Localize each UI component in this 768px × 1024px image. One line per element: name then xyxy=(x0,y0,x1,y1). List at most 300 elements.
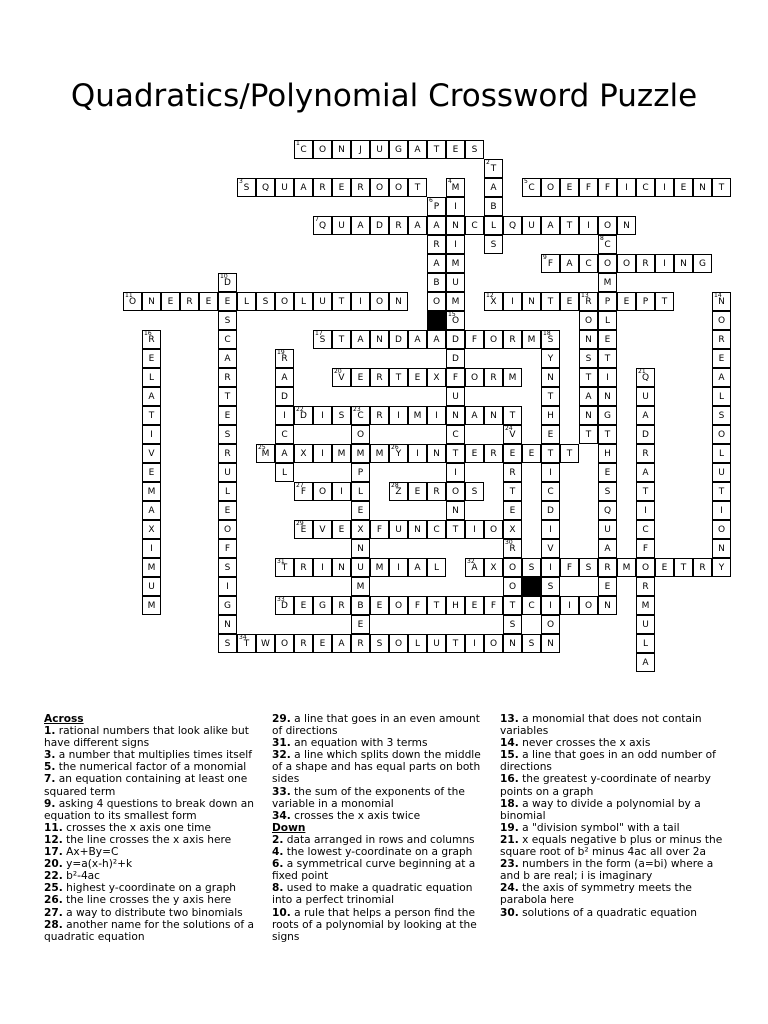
grid-cell[interactable] xyxy=(579,368,598,387)
grid-cell[interactable] xyxy=(275,387,294,406)
grid-cell[interactable] xyxy=(560,444,579,463)
grid-cell[interactable] xyxy=(389,634,408,653)
grid-cell[interactable] xyxy=(408,178,427,197)
grid-cell[interactable] xyxy=(712,387,731,406)
grid-cell[interactable] xyxy=(275,558,294,577)
grid-cell[interactable] xyxy=(218,577,237,596)
grid-cell[interactable] xyxy=(579,425,598,444)
grid-cell[interactable] xyxy=(313,482,332,501)
grid-cell[interactable] xyxy=(218,349,237,368)
grid-cell[interactable] xyxy=(598,406,617,425)
grid-cell[interactable] xyxy=(655,254,674,273)
grid-cell[interactable] xyxy=(484,235,503,254)
grid-cell[interactable] xyxy=(712,425,731,444)
grid-cell[interactable] xyxy=(522,558,541,577)
grid-cell[interactable] xyxy=(655,178,674,197)
grid-cell[interactable] xyxy=(579,178,598,197)
grid-cell[interactable] xyxy=(503,368,522,387)
grid-cell[interactable] xyxy=(560,596,579,615)
grid-cell[interactable] xyxy=(712,444,731,463)
grid-cell[interactable] xyxy=(351,292,370,311)
grid-cell[interactable] xyxy=(598,254,617,273)
grid-cell[interactable] xyxy=(313,140,332,159)
grid-cell[interactable] xyxy=(693,558,712,577)
grid-cell[interactable] xyxy=(275,444,294,463)
grid-cell[interactable] xyxy=(579,406,598,425)
grid-cell[interactable] xyxy=(484,406,503,425)
grid-cell[interactable] xyxy=(218,539,237,558)
grid-cell[interactable] xyxy=(541,254,560,273)
grid-cell[interactable] xyxy=(522,444,541,463)
grid-cell[interactable] xyxy=(446,311,465,330)
grid-cell[interactable] xyxy=(465,558,484,577)
grid-cell[interactable] xyxy=(218,330,237,349)
grid-cell[interactable] xyxy=(674,254,693,273)
grid-cell[interactable] xyxy=(541,387,560,406)
grid-cell[interactable] xyxy=(237,178,256,197)
grid-cell[interactable] xyxy=(598,501,617,520)
grid-cell[interactable] xyxy=(351,520,370,539)
grid-cell[interactable] xyxy=(142,330,161,349)
grid-cell[interactable] xyxy=(370,444,389,463)
grid-cell[interactable] xyxy=(522,292,541,311)
grid-cell[interactable] xyxy=(370,178,389,197)
grid-cell[interactable] xyxy=(218,558,237,577)
grid-cell[interactable] xyxy=(408,482,427,501)
grid-cell[interactable] xyxy=(408,368,427,387)
grid-cell[interactable] xyxy=(427,197,446,216)
grid-cell[interactable] xyxy=(370,596,389,615)
grid-cell[interactable] xyxy=(465,520,484,539)
grid-cell[interactable] xyxy=(275,425,294,444)
grid-cell[interactable] xyxy=(427,254,446,273)
grid-cell[interactable] xyxy=(218,273,237,292)
grid-cell[interactable] xyxy=(598,482,617,501)
grid-cell[interactable] xyxy=(446,368,465,387)
grid-cell[interactable] xyxy=(294,140,313,159)
grid-cell[interactable] xyxy=(598,235,617,254)
grid-cell[interactable] xyxy=(142,463,161,482)
grid-cell[interactable] xyxy=(598,444,617,463)
grid-cell[interactable] xyxy=(541,216,560,235)
grid-cell[interactable] xyxy=(484,444,503,463)
grid-cell[interactable] xyxy=(636,596,655,615)
grid-cell[interactable] xyxy=(275,596,294,615)
grid-cell[interactable] xyxy=(389,178,408,197)
grid-cell[interactable] xyxy=(579,558,598,577)
grid-cell[interactable] xyxy=(332,216,351,235)
grid-cell[interactable] xyxy=(541,634,560,653)
grid-cell[interactable] xyxy=(598,216,617,235)
grid-cell[interactable] xyxy=(446,387,465,406)
grid-cell[interactable] xyxy=(674,558,693,577)
grid-cell[interactable] xyxy=(636,254,655,273)
grid-cell[interactable] xyxy=(636,558,655,577)
grid-cell[interactable] xyxy=(522,596,541,615)
grid-cell[interactable] xyxy=(465,140,484,159)
grid-cell[interactable] xyxy=(465,368,484,387)
grid-cell[interactable] xyxy=(370,520,389,539)
grid-cell[interactable] xyxy=(484,520,503,539)
grid-cell[interactable] xyxy=(636,406,655,425)
grid-cell[interactable] xyxy=(142,501,161,520)
grid-cell[interactable] xyxy=(579,311,598,330)
grid-cell[interactable] xyxy=(332,596,351,615)
grid-cell[interactable] xyxy=(389,444,408,463)
grid-cell[interactable] xyxy=(370,140,389,159)
grid-cell[interactable] xyxy=(598,349,617,368)
grid-cell[interactable] xyxy=(598,292,617,311)
grid-cell[interactable] xyxy=(427,482,446,501)
grid-cell[interactable] xyxy=(389,406,408,425)
grid-cell[interactable] xyxy=(351,539,370,558)
grid-cell[interactable] xyxy=(503,216,522,235)
grid-cell[interactable] xyxy=(332,330,351,349)
grid-cell[interactable] xyxy=(427,216,446,235)
grid-cell[interactable] xyxy=(389,482,408,501)
grid-cell[interactable] xyxy=(294,520,313,539)
grid-cell[interactable] xyxy=(218,311,237,330)
grid-cell[interactable] xyxy=(294,482,313,501)
grid-cell[interactable] xyxy=(446,330,465,349)
grid-cell[interactable] xyxy=(237,292,256,311)
grid-cell[interactable] xyxy=(313,520,332,539)
grid-cell[interactable] xyxy=(275,368,294,387)
grid-cell[interactable] xyxy=(503,330,522,349)
grid-cell[interactable] xyxy=(541,501,560,520)
grid-cell[interactable] xyxy=(636,463,655,482)
grid-cell[interactable] xyxy=(484,596,503,615)
grid-cell[interactable] xyxy=(446,235,465,254)
grid-cell[interactable] xyxy=(674,178,693,197)
grid-cell[interactable] xyxy=(446,178,465,197)
grid-cell[interactable] xyxy=(484,330,503,349)
grid-cell[interactable] xyxy=(446,197,465,216)
grid-cell[interactable] xyxy=(541,425,560,444)
grid-cell[interactable] xyxy=(427,634,446,653)
grid-cell[interactable] xyxy=(522,330,541,349)
grid-cell[interactable] xyxy=(636,653,655,672)
grid-cell[interactable] xyxy=(712,539,731,558)
grid-cell[interactable] xyxy=(465,444,484,463)
grid-cell[interactable] xyxy=(693,178,712,197)
grid-cell[interactable] xyxy=(541,558,560,577)
grid-cell[interactable] xyxy=(598,425,617,444)
grid-cell[interactable] xyxy=(503,406,522,425)
grid-cell[interactable] xyxy=(218,482,237,501)
grid-cell[interactable] xyxy=(427,330,446,349)
grid-cell[interactable] xyxy=(408,330,427,349)
grid-cell[interactable] xyxy=(218,615,237,634)
grid-cell[interactable] xyxy=(598,558,617,577)
grid-cell[interactable] xyxy=(617,178,636,197)
grid-cell[interactable] xyxy=(408,596,427,615)
grid-cell[interactable] xyxy=(712,406,731,425)
grid-cell[interactable] xyxy=(332,558,351,577)
grid-cell[interactable] xyxy=(655,558,674,577)
grid-cell[interactable] xyxy=(408,634,427,653)
grid-cell[interactable] xyxy=(693,254,712,273)
grid-cell[interactable] xyxy=(712,178,731,197)
grid-cell[interactable] xyxy=(389,520,408,539)
grid-cell[interactable] xyxy=(351,615,370,634)
grid-cell[interactable] xyxy=(541,539,560,558)
grid-cell[interactable] xyxy=(351,501,370,520)
grid-cell[interactable] xyxy=(503,520,522,539)
grid-cell[interactable] xyxy=(541,596,560,615)
grid-cell[interactable] xyxy=(218,425,237,444)
grid-cell[interactable] xyxy=(313,596,332,615)
grid-cell[interactable] xyxy=(351,577,370,596)
grid-cell[interactable] xyxy=(541,406,560,425)
grid-cell[interactable] xyxy=(446,273,465,292)
grid-cell[interactable] xyxy=(446,425,465,444)
grid-cell[interactable] xyxy=(560,216,579,235)
grid-cell[interactable] xyxy=(541,444,560,463)
grid-cell[interactable] xyxy=(218,634,237,653)
grid-cell[interactable] xyxy=(560,292,579,311)
grid-cell[interactable] xyxy=(294,292,313,311)
grid-cell[interactable] xyxy=(636,368,655,387)
grid-cell[interactable] xyxy=(199,292,218,311)
grid-cell[interactable] xyxy=(142,482,161,501)
grid-cell[interactable] xyxy=(370,368,389,387)
grid-cell[interactable] xyxy=(275,406,294,425)
grid-cell[interactable] xyxy=(541,349,560,368)
grid-cell[interactable] xyxy=(294,558,313,577)
grid-cell[interactable] xyxy=(313,292,332,311)
grid-cell[interactable] xyxy=(275,349,294,368)
grid-cell[interactable] xyxy=(598,178,617,197)
grid-cell[interactable] xyxy=(712,349,731,368)
grid-cell[interactable] xyxy=(446,520,465,539)
grid-cell[interactable] xyxy=(465,482,484,501)
grid-cell[interactable] xyxy=(370,406,389,425)
grid-cell[interactable] xyxy=(427,558,446,577)
grid-cell[interactable] xyxy=(484,216,503,235)
grid-cell[interactable] xyxy=(351,425,370,444)
grid-cell[interactable] xyxy=(237,634,256,653)
grid-cell[interactable] xyxy=(313,558,332,577)
grid-cell[interactable] xyxy=(541,482,560,501)
grid-cell[interactable] xyxy=(446,482,465,501)
grid-cell[interactable] xyxy=(465,406,484,425)
grid-cell[interactable] xyxy=(332,444,351,463)
grid-cell[interactable] xyxy=(598,311,617,330)
grid-cell[interactable] xyxy=(351,463,370,482)
grid-cell[interactable] xyxy=(541,292,560,311)
grid-cell[interactable] xyxy=(294,406,313,425)
grid-cell[interactable] xyxy=(142,558,161,577)
grid-cell[interactable] xyxy=(636,501,655,520)
grid-cell[interactable] xyxy=(598,463,617,482)
grid-cell[interactable] xyxy=(389,292,408,311)
grid-cell[interactable] xyxy=(180,292,199,311)
grid-cell[interactable] xyxy=(332,178,351,197)
grid-cell[interactable] xyxy=(142,444,161,463)
grid-cell[interactable] xyxy=(332,520,351,539)
grid-cell[interactable] xyxy=(541,178,560,197)
grid-cell[interactable] xyxy=(712,368,731,387)
grid-cell[interactable] xyxy=(370,292,389,311)
grid-cell[interactable] xyxy=(218,292,237,311)
grid-cell[interactable] xyxy=(427,596,446,615)
grid-cell[interactable] xyxy=(636,520,655,539)
grid-cell[interactable] xyxy=(332,482,351,501)
grid-cell[interactable] xyxy=(712,501,731,520)
grid-cell[interactable] xyxy=(598,577,617,596)
grid-cell[interactable] xyxy=(712,330,731,349)
grid-cell[interactable] xyxy=(541,520,560,539)
grid-cell[interactable] xyxy=(503,501,522,520)
grid-cell[interactable] xyxy=(427,235,446,254)
grid-cell[interactable] xyxy=(446,634,465,653)
grid-cell[interactable] xyxy=(636,577,655,596)
grid-cell[interactable] xyxy=(370,558,389,577)
grid-cell[interactable] xyxy=(598,273,617,292)
grid-cell[interactable] xyxy=(427,273,446,292)
grid-cell[interactable] xyxy=(579,216,598,235)
grid-cell[interactable] xyxy=(579,349,598,368)
grid-cell[interactable] xyxy=(218,444,237,463)
grid-cell[interactable] xyxy=(389,596,408,615)
grid-cell[interactable] xyxy=(332,634,351,653)
grid-cell[interactable] xyxy=(142,406,161,425)
grid-cell[interactable] xyxy=(541,577,560,596)
grid-cell[interactable] xyxy=(142,387,161,406)
grid-cell[interactable] xyxy=(408,520,427,539)
grid-cell[interactable] xyxy=(541,463,560,482)
grid-cell[interactable] xyxy=(484,178,503,197)
grid-cell[interactable] xyxy=(446,444,465,463)
grid-cell[interactable] xyxy=(598,330,617,349)
grid-cell[interactable] xyxy=(313,444,332,463)
grid-cell[interactable] xyxy=(598,596,617,615)
grid-cell[interactable] xyxy=(275,463,294,482)
grid-cell[interactable] xyxy=(427,406,446,425)
grid-cell[interactable] xyxy=(579,596,598,615)
grid-cell[interactable] xyxy=(313,634,332,653)
grid-cell[interactable] xyxy=(636,615,655,634)
grid-cell[interactable] xyxy=(446,406,465,425)
grid-cell[interactable] xyxy=(484,368,503,387)
grid-cell[interactable] xyxy=(351,482,370,501)
grid-cell[interactable] xyxy=(484,292,503,311)
grid-cell[interactable] xyxy=(712,292,731,311)
grid-cell[interactable] xyxy=(617,558,636,577)
grid-cell[interactable] xyxy=(370,634,389,653)
grid-cell[interactable] xyxy=(142,425,161,444)
grid-cell[interactable] xyxy=(503,596,522,615)
grid-cell[interactable] xyxy=(636,539,655,558)
grid-cell[interactable] xyxy=(465,330,484,349)
grid-cell[interactable] xyxy=(370,216,389,235)
grid-cell[interactable] xyxy=(446,292,465,311)
grid-cell[interactable] xyxy=(522,216,541,235)
grid-cell[interactable] xyxy=(351,368,370,387)
grid-cell[interactable] xyxy=(522,634,541,653)
grid-cell[interactable] xyxy=(389,330,408,349)
grid-cell[interactable] xyxy=(598,539,617,558)
grid-cell[interactable] xyxy=(579,292,598,311)
grid-cell[interactable] xyxy=(579,330,598,349)
grid-cell[interactable] xyxy=(256,292,275,311)
grid-cell[interactable] xyxy=(427,520,446,539)
grid-cell[interactable] xyxy=(465,596,484,615)
grid-cell[interactable] xyxy=(351,634,370,653)
grid-cell[interactable] xyxy=(712,558,731,577)
grid-cell[interactable] xyxy=(275,292,294,311)
grid-cell[interactable] xyxy=(332,140,351,159)
grid-cell[interactable] xyxy=(541,368,560,387)
grid-cell[interactable] xyxy=(465,216,484,235)
grid-cell[interactable] xyxy=(636,178,655,197)
grid-cell[interactable] xyxy=(313,330,332,349)
grid-cell[interactable] xyxy=(332,292,351,311)
grid-cell[interactable] xyxy=(351,178,370,197)
grid-cell[interactable] xyxy=(294,634,313,653)
grid-cell[interactable] xyxy=(446,140,465,159)
grid-cell[interactable] xyxy=(142,349,161,368)
grid-cell[interactable] xyxy=(256,178,275,197)
grid-cell[interactable] xyxy=(484,634,503,653)
grid-cell[interactable] xyxy=(655,292,674,311)
grid-cell[interactable] xyxy=(313,216,332,235)
grid-cell[interactable] xyxy=(617,254,636,273)
grid-cell[interactable] xyxy=(636,444,655,463)
grid-cell[interactable] xyxy=(351,140,370,159)
grid-cell[interactable] xyxy=(503,615,522,634)
grid-cell[interactable] xyxy=(218,406,237,425)
grid-cell[interactable] xyxy=(446,216,465,235)
grid-cell[interactable] xyxy=(617,216,636,235)
grid-cell[interactable] xyxy=(142,292,161,311)
grid-cell[interactable] xyxy=(427,292,446,311)
grid-cell[interactable] xyxy=(579,387,598,406)
grid-cell[interactable] xyxy=(408,406,427,425)
grid-cell[interactable] xyxy=(351,330,370,349)
grid-cell[interactable] xyxy=(218,596,237,615)
grid-cell[interactable] xyxy=(313,178,332,197)
grid-cell[interactable] xyxy=(712,463,731,482)
grid-cell[interactable] xyxy=(351,558,370,577)
grid-cell[interactable] xyxy=(427,368,446,387)
grid-cell[interactable] xyxy=(636,387,655,406)
grid-cell[interactable] xyxy=(389,558,408,577)
grid-cell[interactable] xyxy=(142,539,161,558)
grid-cell[interactable] xyxy=(351,216,370,235)
grid-cell[interactable] xyxy=(636,425,655,444)
grid-cell[interactable] xyxy=(332,368,351,387)
grid-cell[interactable] xyxy=(275,178,294,197)
grid-cell[interactable] xyxy=(446,596,465,615)
grid-cell[interactable] xyxy=(560,254,579,273)
grid-cell[interactable] xyxy=(275,634,294,653)
grid-cell[interactable] xyxy=(465,634,484,653)
grid-cell[interactable] xyxy=(484,159,503,178)
grid-cell[interactable] xyxy=(503,463,522,482)
grid-cell[interactable] xyxy=(218,520,237,539)
grid-cell[interactable] xyxy=(541,615,560,634)
grid-cell[interactable] xyxy=(446,349,465,368)
grid-cell[interactable] xyxy=(427,444,446,463)
grid-cell[interactable] xyxy=(446,501,465,520)
grid-cell[interactable] xyxy=(503,634,522,653)
grid-cell[interactable] xyxy=(256,444,275,463)
grid-cell[interactable] xyxy=(142,596,161,615)
grid-cell[interactable] xyxy=(598,368,617,387)
grid-cell[interactable] xyxy=(218,387,237,406)
